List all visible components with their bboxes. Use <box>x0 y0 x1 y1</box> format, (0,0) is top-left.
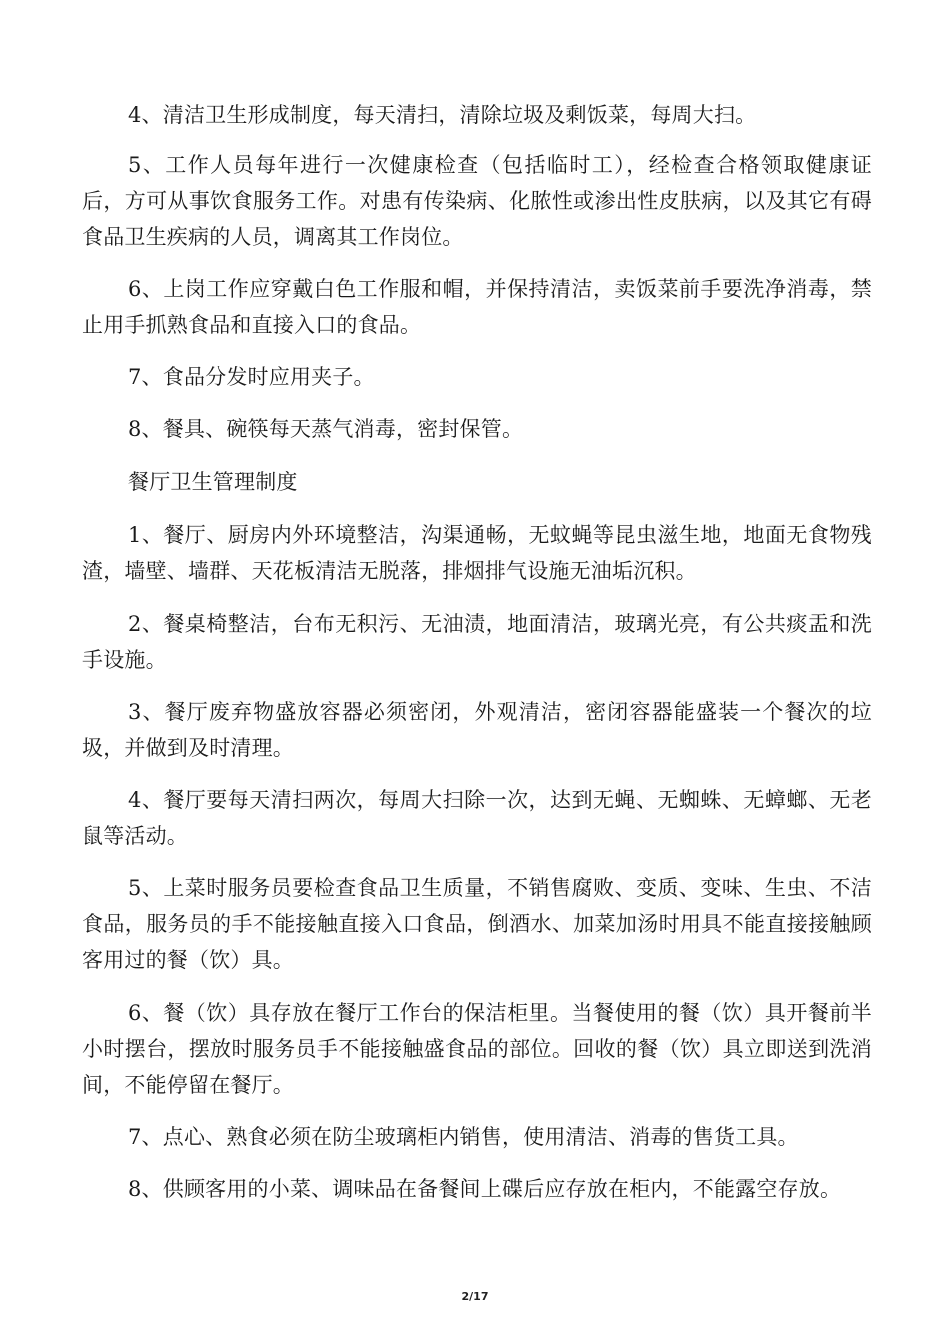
paragraph-hygiene-6: 6、上岗工作应穿戴白色工作服和帽，并保持清洁，卖饭菜前手要洗净消毒，禁止用手抓熟食品和直接入口的食品。 <box>82 277 872 337</box>
paragraph-hygiene-5: 5、工作人员每年进行一次健康检查（包括临时工），经检查合格领取健康证后，方可从事饮食服务工作。对患有传染病、化脓性或渗出性皮肤病，以及其它有碍食品卫生疾病的人员，调离其工作岗位。 <box>82 153 872 249</box>
page-number: 2/17 <box>461 1290 489 1303</box>
paragraph-dining-5: 5、上菜时服务员要检查食品卫生质量，不销售腐败、变质、变味、生虫、不洁食品，服务员的手不能接触直接入口食品，倒酒水、加菜加汤时用具不能直接接触顾客用过的餐（饮）具。 <box>82 876 872 972</box>
section-heading: 餐厅卫生管理制度 <box>128 470 298 494</box>
paragraph-dining-4: 4、餐厅要每天清扫两次，每周大扫除一次，达到无蝇、无蜘蛛、无蟑螂、无老鼠等活动。 <box>82 788 872 848</box>
paragraph-dining-2: 2、餐桌椅整洁，台布无积污、无油渍，地面清洁，玻璃光亮，有公共痰盂和洗手设施。 <box>82 612 872 672</box>
paragraph-dining-8: 8、供顾客用的小菜、调味品在备餐间上碟后应存放在柜内，不能露空存放。 <box>128 1177 842 1201</box>
paragraph-dining-3: 3、餐厅废弃物盛放容器必须密闭，外观清洁，密闭容器能盛装一个餐次的垃圾，并做到及时清理。 <box>82 700 872 760</box>
paragraph-hygiene-7: 7、食品分发时应用夹子。 <box>128 365 375 389</box>
paragraph-hygiene-8: 8、餐具、碗筷每天蒸气消毒，密封保管。 <box>128 417 524 441</box>
paragraph-dining-7: 7、点心、熟食必须在防尘玻璃柜内销售，使用清洁、消毒的售货工具。 <box>128 1125 799 1149</box>
paragraph-dining-6: 6、餐（饮）具存放在餐厅工作台的保洁柜里。当餐使用的餐（饮）具开餐前半小时摆台，摆放时服务员手不能接触盛食品的部位。回收的餐（饮）具立即送到洗消间，不能停留在餐厅。 <box>82 1001 872 1097</box>
paragraph-hygiene-4: 4、清洁卫生形成制度，每天清扫，清除垃圾及剩饭菜，每周大扫。 <box>128 103 757 127</box>
paragraph-dining-1: 1、餐厅、厨房内外环境整洁，沟渠通畅，无蚊蝇等昆虫滋生地，地面无食物残渣，墙壁、墙群、天花板清洁无脱落，排烟排气设施无油垢沉积。 <box>82 523 872 583</box>
